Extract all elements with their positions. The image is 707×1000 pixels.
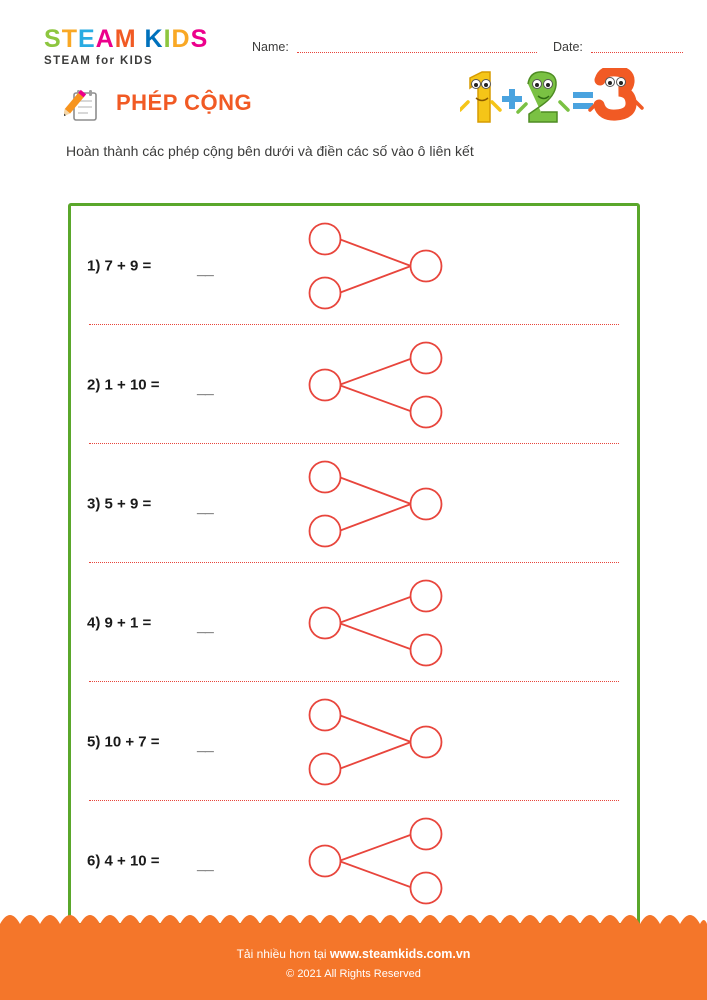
- name-input-line[interactable]: [297, 42, 537, 53]
- answer-blank[interactable]: __: [197, 617, 213, 635]
- problem-row: [71, 682, 637, 801]
- bond-circle: [411, 634, 442, 665]
- bond-circle: [310, 223, 341, 254]
- number-mascots-illustration: [460, 68, 650, 130]
- name-label: Name:: [252, 40, 289, 54]
- problem-number: 1): [87, 257, 101, 274]
- mascot-number-2: [518, 72, 568, 122]
- logo-tagline: STEAM for KIDS: [44, 55, 154, 67]
- answer-blank[interactable]: __: [197, 855, 213, 873]
- problem-number: 4): [87, 614, 101, 631]
- title-row: [58, 84, 478, 132]
- page-header: [0, 0, 707, 78]
- mascot-plus-sign: [502, 89, 522, 109]
- mascot-equals-sign: [573, 92, 593, 109]
- bond-circle: [411, 580, 442, 611]
- answer-blank[interactable]: __: [197, 498, 213, 516]
- bond-circle: [411, 250, 442, 281]
- bond-circle: [310, 515, 341, 546]
- bond-circle: [411, 488, 442, 519]
- problem-text: 1 + 10 =: [104, 376, 160, 393]
- worksheet-box: [68, 203, 640, 926]
- bond-circle: [411, 726, 442, 757]
- name-field[interactable]: [252, 40, 537, 54]
- pencil-notepad-icon: [64, 88, 104, 126]
- bond-circle: [411, 396, 442, 427]
- number-bond-diagram[interactable]: [301, 816, 481, 906]
- date-field[interactable]: [553, 40, 683, 54]
- brand-logo: [44, 26, 234, 67]
- problem-row: [71, 206, 637, 325]
- problem-number: 6): [87, 852, 101, 869]
- answer-blank[interactable]: __: [197, 736, 213, 754]
- problem-expression: [87, 614, 151, 631]
- problem-text: 5 + 9 =: [104, 495, 152, 512]
- problem-expression: [87, 376, 160, 393]
- problem-row: [71, 325, 637, 444]
- date-input-line[interactable]: [591, 42, 683, 53]
- problem-rows: [71, 206, 637, 923]
- problem-row: [71, 563, 637, 682]
- page-title: PHÉP CỘNG: [116, 90, 253, 115]
- problem-text: 9 + 1 =: [104, 614, 152, 631]
- bond-circle: [310, 461, 341, 492]
- date-label: Date:: [553, 40, 583, 54]
- number-bond-diagram[interactable]: [301, 697, 481, 787]
- bond-circle: [310, 845, 341, 876]
- footer-prefix: Tải nhiều hơn tại: [236, 947, 330, 961]
- number-bond-diagram[interactable]: [301, 340, 481, 430]
- number-bond-diagram[interactable]: [301, 221, 481, 311]
- logo-wordmark: STEAM KIDS: [44, 25, 209, 53]
- problem-text: 4 + 10 =: [104, 852, 160, 869]
- problem-number: 2): [87, 376, 101, 393]
- instructions-text: Hoàn thành các phép cộng bên dưới và điền các số vào ô liên kết: [66, 143, 474, 159]
- problem-number: 5): [87, 733, 101, 750]
- problem-expression: [87, 257, 151, 274]
- mascot-number-3: [590, 71, 642, 115]
- footer-scallop-decoration: [0, 912, 707, 934]
- footer-copyright: © 2021 All Rights Reserved: [286, 968, 421, 980]
- number-bond-diagram[interactable]: [301, 459, 481, 549]
- number-bond-diagram[interactable]: [301, 578, 481, 668]
- bond-circle: [310, 607, 341, 638]
- problem-text: 7 + 9 =: [104, 257, 152, 274]
- problem-number: 3): [87, 495, 101, 512]
- problem-text: 10 + 7 =: [104, 733, 160, 750]
- problem-row: [71, 801, 637, 920]
- answer-blank[interactable]: __: [197, 260, 213, 278]
- bond-circle: [411, 342, 442, 373]
- bond-circle: [411, 872, 442, 903]
- problem-row: [71, 444, 637, 563]
- problem-expression: [87, 733, 160, 750]
- bond-circle: [310, 369, 341, 400]
- problem-expression: [87, 495, 151, 512]
- bond-circle: [310, 277, 341, 308]
- footer-site-url[interactable]: www.steamkids.com.vn: [329, 947, 471, 961]
- bond-circle: [411, 818, 442, 849]
- page-footer: [0, 934, 707, 1000]
- problem-expression: [87, 852, 160, 869]
- mascot-number-1: [460, 72, 500, 122]
- bond-circle: [310, 699, 341, 730]
- footer-website-line: [0, 947, 707, 961]
- answer-blank[interactable]: __: [197, 379, 213, 397]
- bond-circle: [310, 753, 341, 784]
